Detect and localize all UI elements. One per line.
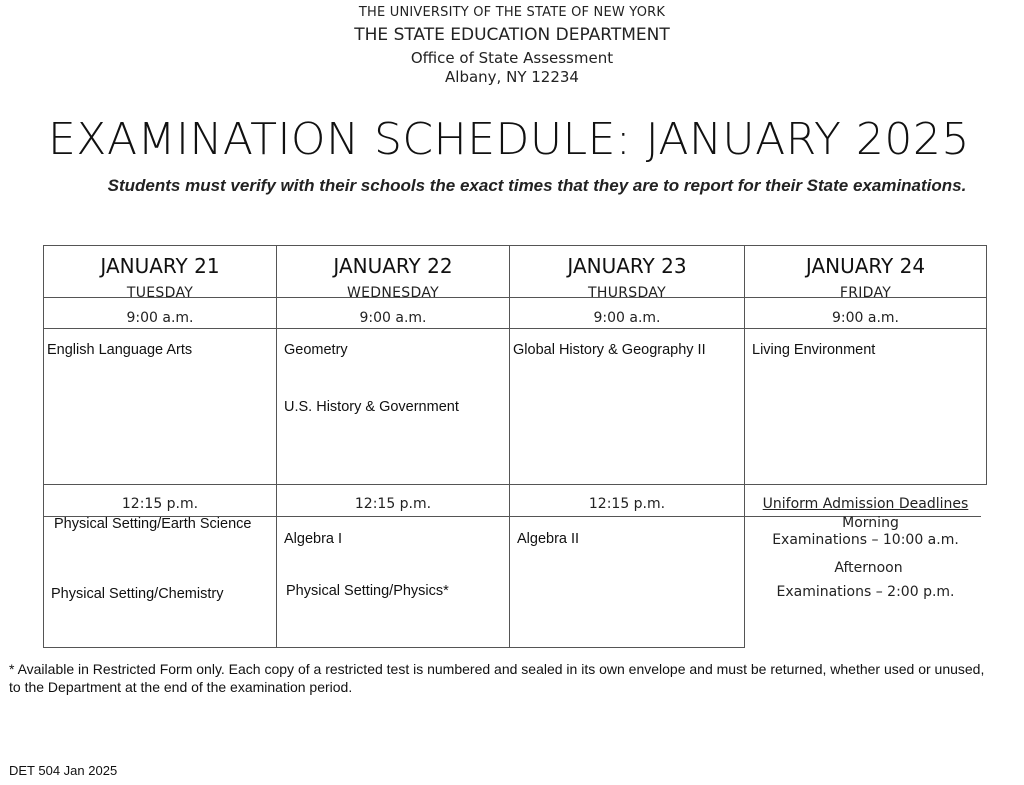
grid-line — [509, 245, 510, 648]
exam-entry: English Language Arts — [47, 342, 193, 358]
afternoon-time: 12:15 p.m. — [588, 496, 666, 512]
afternoon-time: 12:15 p.m. — [121, 496, 199, 512]
afternoon-time: 12:15 p.m. — [354, 496, 432, 512]
exam-entry: U.S. History & Government — [284, 399, 459, 415]
day-header-date: JANUARY 21 — [100, 254, 220, 278]
exam-entry: Living Environment — [752, 342, 876, 358]
morning-time: 9:00 a.m. — [831, 310, 899, 326]
header-office: Office of State Assessment — [410, 49, 614, 67]
day-header-weekday: WEDNESDAY — [347, 285, 439, 301]
deadlines-morning-value: Examinations – 10:00 a.m. — [772, 532, 959, 548]
grid-line — [986, 245, 987, 485]
deadlines-afternoon-label: Afternoon — [834, 560, 903, 576]
header-address: Albany, NY 12234 — [445, 68, 579, 86]
morning-time: 9:00 a.m. — [593, 310, 661, 326]
day-header-date: JANUARY 24 — [805, 254, 926, 278]
day-header-weekday: THURSDAY — [588, 285, 666, 301]
exam-entry: Algebra II — [517, 531, 580, 547]
deadlines-morning-label: Morning — [842, 515, 899, 531]
exam-entry: Algebra I — [284, 531, 343, 547]
exam-entry: Global History & Geography II — [513, 342, 706, 358]
exam-entry: Geometry — [284, 342, 348, 358]
subtitle-notice: Students must verify with their schools the exact times that they are to report for their State examinations. — [107, 176, 967, 195]
header-department: THE STATE EDUCATION DEPARTMENT — [354, 25, 670, 45]
day-header-date: JANUARY 22 — [333, 254, 453, 278]
grid-line — [43, 245, 986, 246]
restricted-footnote: * Available in Restricted Form only. Each copy of a restricted test is numbered and sealed in its own envelope and must be returned, whether used or unused, to the Department at the end of the examination period. — [9, 661, 985, 695]
page-title: EXAMINATION SCHEDULE: JANUARY 2025 — [48, 114, 970, 165]
morning-time: 9:00 a.m. — [359, 310, 427, 326]
deadlines-title: Uniform Admission Deadlines — [762, 496, 969, 512]
grid-line — [43, 647, 745, 648]
grid-line — [43, 484, 986, 485]
exam-entry: Physical Setting/Physics* — [286, 583, 449, 599]
exam-entry: Physical Setting/Chemistry — [51, 586, 224, 602]
deadlines-afternoon-value: Examinations – 2:00 p.m. — [776, 584, 955, 600]
grid-line — [43, 245, 44, 648]
form-code: DET 504 Jan 2025 — [9, 763, 118, 778]
grid-line — [276, 245, 277, 648]
day-header-weekday: TUESDAY — [126, 285, 194, 301]
grid-line — [43, 328, 986, 329]
day-header-date: JANUARY 23 — [567, 254, 687, 278]
morning-time: 9:00 a.m. — [126, 310, 194, 326]
exam-entry: Physical Setting/Earth Science — [54, 516, 252, 532]
day-header-weekday: FRIDAY — [839, 285, 892, 301]
header-university: THE UNIVERSITY OF THE STATE OF NEW YORK — [358, 5, 666, 20]
